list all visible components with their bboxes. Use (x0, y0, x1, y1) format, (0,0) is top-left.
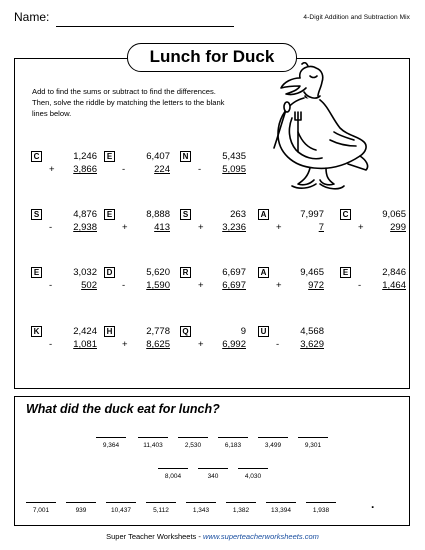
instructions: Add to find the sums or subtract to find the differences. Then, solve the riddle by matching the letters to the blank lines below. (32, 87, 225, 118)
top-number: 9,465 (300, 267, 324, 278)
top-number: 2,424 (73, 326, 97, 337)
footer-separator: - (196, 532, 203, 541)
top-number: 6,407 (146, 151, 170, 162)
problem-h-1 (104, 326, 170, 370)
bottom-number: 502 (81, 280, 97, 291)
problem-letter: C (340, 209, 351, 220)
problem-letter: A (258, 209, 269, 220)
bottom-number: 2,938 (73, 222, 97, 233)
worksheet-title: Lunch for Duck (127, 43, 297, 72)
answer-blank[interactable]: 13,394 (266, 502, 296, 514)
problem-letter: Q (180, 326, 191, 337)
problem-letter: E (31, 267, 42, 278)
answer-blank[interactable]: 7,001 (26, 502, 56, 514)
problem-letter: E (104, 151, 115, 162)
riddle-question: What did the duck eat for lunch? (26, 402, 220, 416)
top-number: 2,846 (382, 267, 406, 278)
operator: + (358, 222, 364, 233)
answer-blank[interactable]: 11,403 (138, 437, 168, 449)
bottom-number: 1,081 (73, 339, 97, 350)
problem-letter: H (104, 326, 115, 337)
answer-blank[interactable]: 340 (198, 468, 228, 480)
answer-blank[interactable]: 5,112 (146, 502, 176, 514)
top-number: 1,246 (73, 151, 97, 162)
problem-letter: E (340, 267, 351, 278)
problem-a-1 (258, 209, 324, 253)
problem-letter: D (104, 267, 115, 278)
top-number: 2,778 (146, 326, 170, 337)
answer-blank[interactable]: 939 (66, 502, 96, 514)
operator: - (122, 164, 126, 175)
problem-letter: C (31, 151, 42, 162)
bottom-number: 3,866 (73, 164, 97, 175)
problem-k-1 (31, 326, 97, 370)
bottom-number: 6,992 (222, 339, 246, 350)
problem-c-2 (340, 209, 406, 253)
operator: + (276, 222, 282, 233)
bottom-number: 3,629 (300, 339, 324, 350)
problem-letter: E (104, 209, 115, 220)
answer-blank[interactable]: 8,004 (158, 468, 188, 480)
problem-n-1 (180, 151, 246, 195)
operator: - (198, 164, 202, 175)
problem-s-2 (180, 209, 246, 253)
bottom-number: 972 (308, 280, 324, 291)
top-number: 9 (240, 326, 246, 337)
answer-blank[interactable]: 2,530 (178, 437, 208, 449)
top-number: 5,620 (146, 267, 170, 278)
duck-illustration (248, 62, 373, 197)
name-label: Name: (14, 10, 50, 24)
answer-blank[interactable]: 1,938 (306, 502, 336, 514)
problem-letter: K (31, 326, 42, 337)
bottom-number: 1,590 (146, 280, 170, 291)
problem-c-1 (31, 151, 97, 195)
problem-q-1 (180, 326, 246, 370)
operator: - (122, 280, 126, 291)
answer-blank[interactable]: 4,030 (238, 468, 268, 480)
answer-blank[interactable]: 1,343 (186, 502, 216, 514)
bottom-number: 3,236 (222, 222, 246, 233)
answer-blank[interactable]: 1,382 (226, 502, 256, 514)
operator: + (122, 222, 128, 233)
answer-blank[interactable]: 9,301 (298, 437, 328, 449)
answer-blank[interactable]: 9,364 (96, 437, 126, 449)
problem-e-4 (340, 267, 406, 311)
problem-letter: A (258, 267, 269, 278)
top-number: 263 (230, 209, 246, 220)
top-number: 8,888 (146, 209, 170, 220)
bottom-number: 299 (390, 222, 406, 233)
problem-letter: S (180, 209, 191, 220)
bottom-number: 6,697 (222, 280, 246, 291)
problem-e-3 (31, 267, 97, 311)
problem-r-1 (180, 267, 246, 311)
top-number: 4,568 (300, 326, 324, 337)
problem-u-1 (258, 326, 324, 370)
operator: + (276, 280, 282, 291)
operator: - (49, 222, 53, 233)
operator: - (358, 280, 362, 291)
top-number: 3,032 (73, 267, 97, 278)
operator: - (49, 280, 53, 291)
worksheet-subtitle: 4-Digit Addition and Subtraction Mix (303, 14, 410, 21)
footer-brand: Super Teacher Worksheets (106, 532, 197, 541)
problem-letter: R (180, 267, 191, 278)
answer-blank[interactable]: 3,499 (258, 437, 288, 449)
bottom-number: 8,625 (146, 339, 170, 350)
operator: - (49, 339, 53, 350)
problem-d-1 (104, 267, 170, 311)
answer-blank[interactable]: 6,183 (218, 437, 248, 449)
problem-a-2 (258, 267, 324, 311)
problem-s-1 (31, 209, 97, 253)
problem-letter: U (258, 326, 269, 337)
footer (0, 532, 425, 541)
operator: + (198, 280, 204, 291)
operator: + (122, 339, 128, 350)
bottom-number: 5,095 (222, 164, 246, 175)
problem-e-2 (104, 209, 170, 253)
top-number: 4,876 (73, 209, 97, 220)
top-number: 9,065 (382, 209, 406, 220)
bottom-number: 413 (154, 222, 170, 233)
top-number: 6,697 (222, 267, 246, 278)
top-number: 5,435 (222, 151, 246, 162)
problem-e-1 (104, 151, 170, 195)
footer-link[interactable]: www.superteacherworksheets.com (202, 532, 319, 541)
problem-letter: N (180, 151, 191, 162)
operator: - (276, 339, 280, 350)
name-line[interactable] (56, 26, 234, 27)
operator: + (198, 339, 204, 350)
bottom-number: 7 (318, 222, 324, 233)
top-number: 7,997 (300, 209, 324, 220)
answer-blank[interactable]: 10,437 (106, 502, 136, 514)
problem-letter: S (31, 209, 42, 220)
operator: + (49, 164, 55, 175)
riddle-period: . (371, 497, 375, 511)
operator: + (198, 222, 204, 233)
bottom-number: 224 (154, 164, 170, 175)
bottom-number: 1,464 (382, 280, 406, 291)
